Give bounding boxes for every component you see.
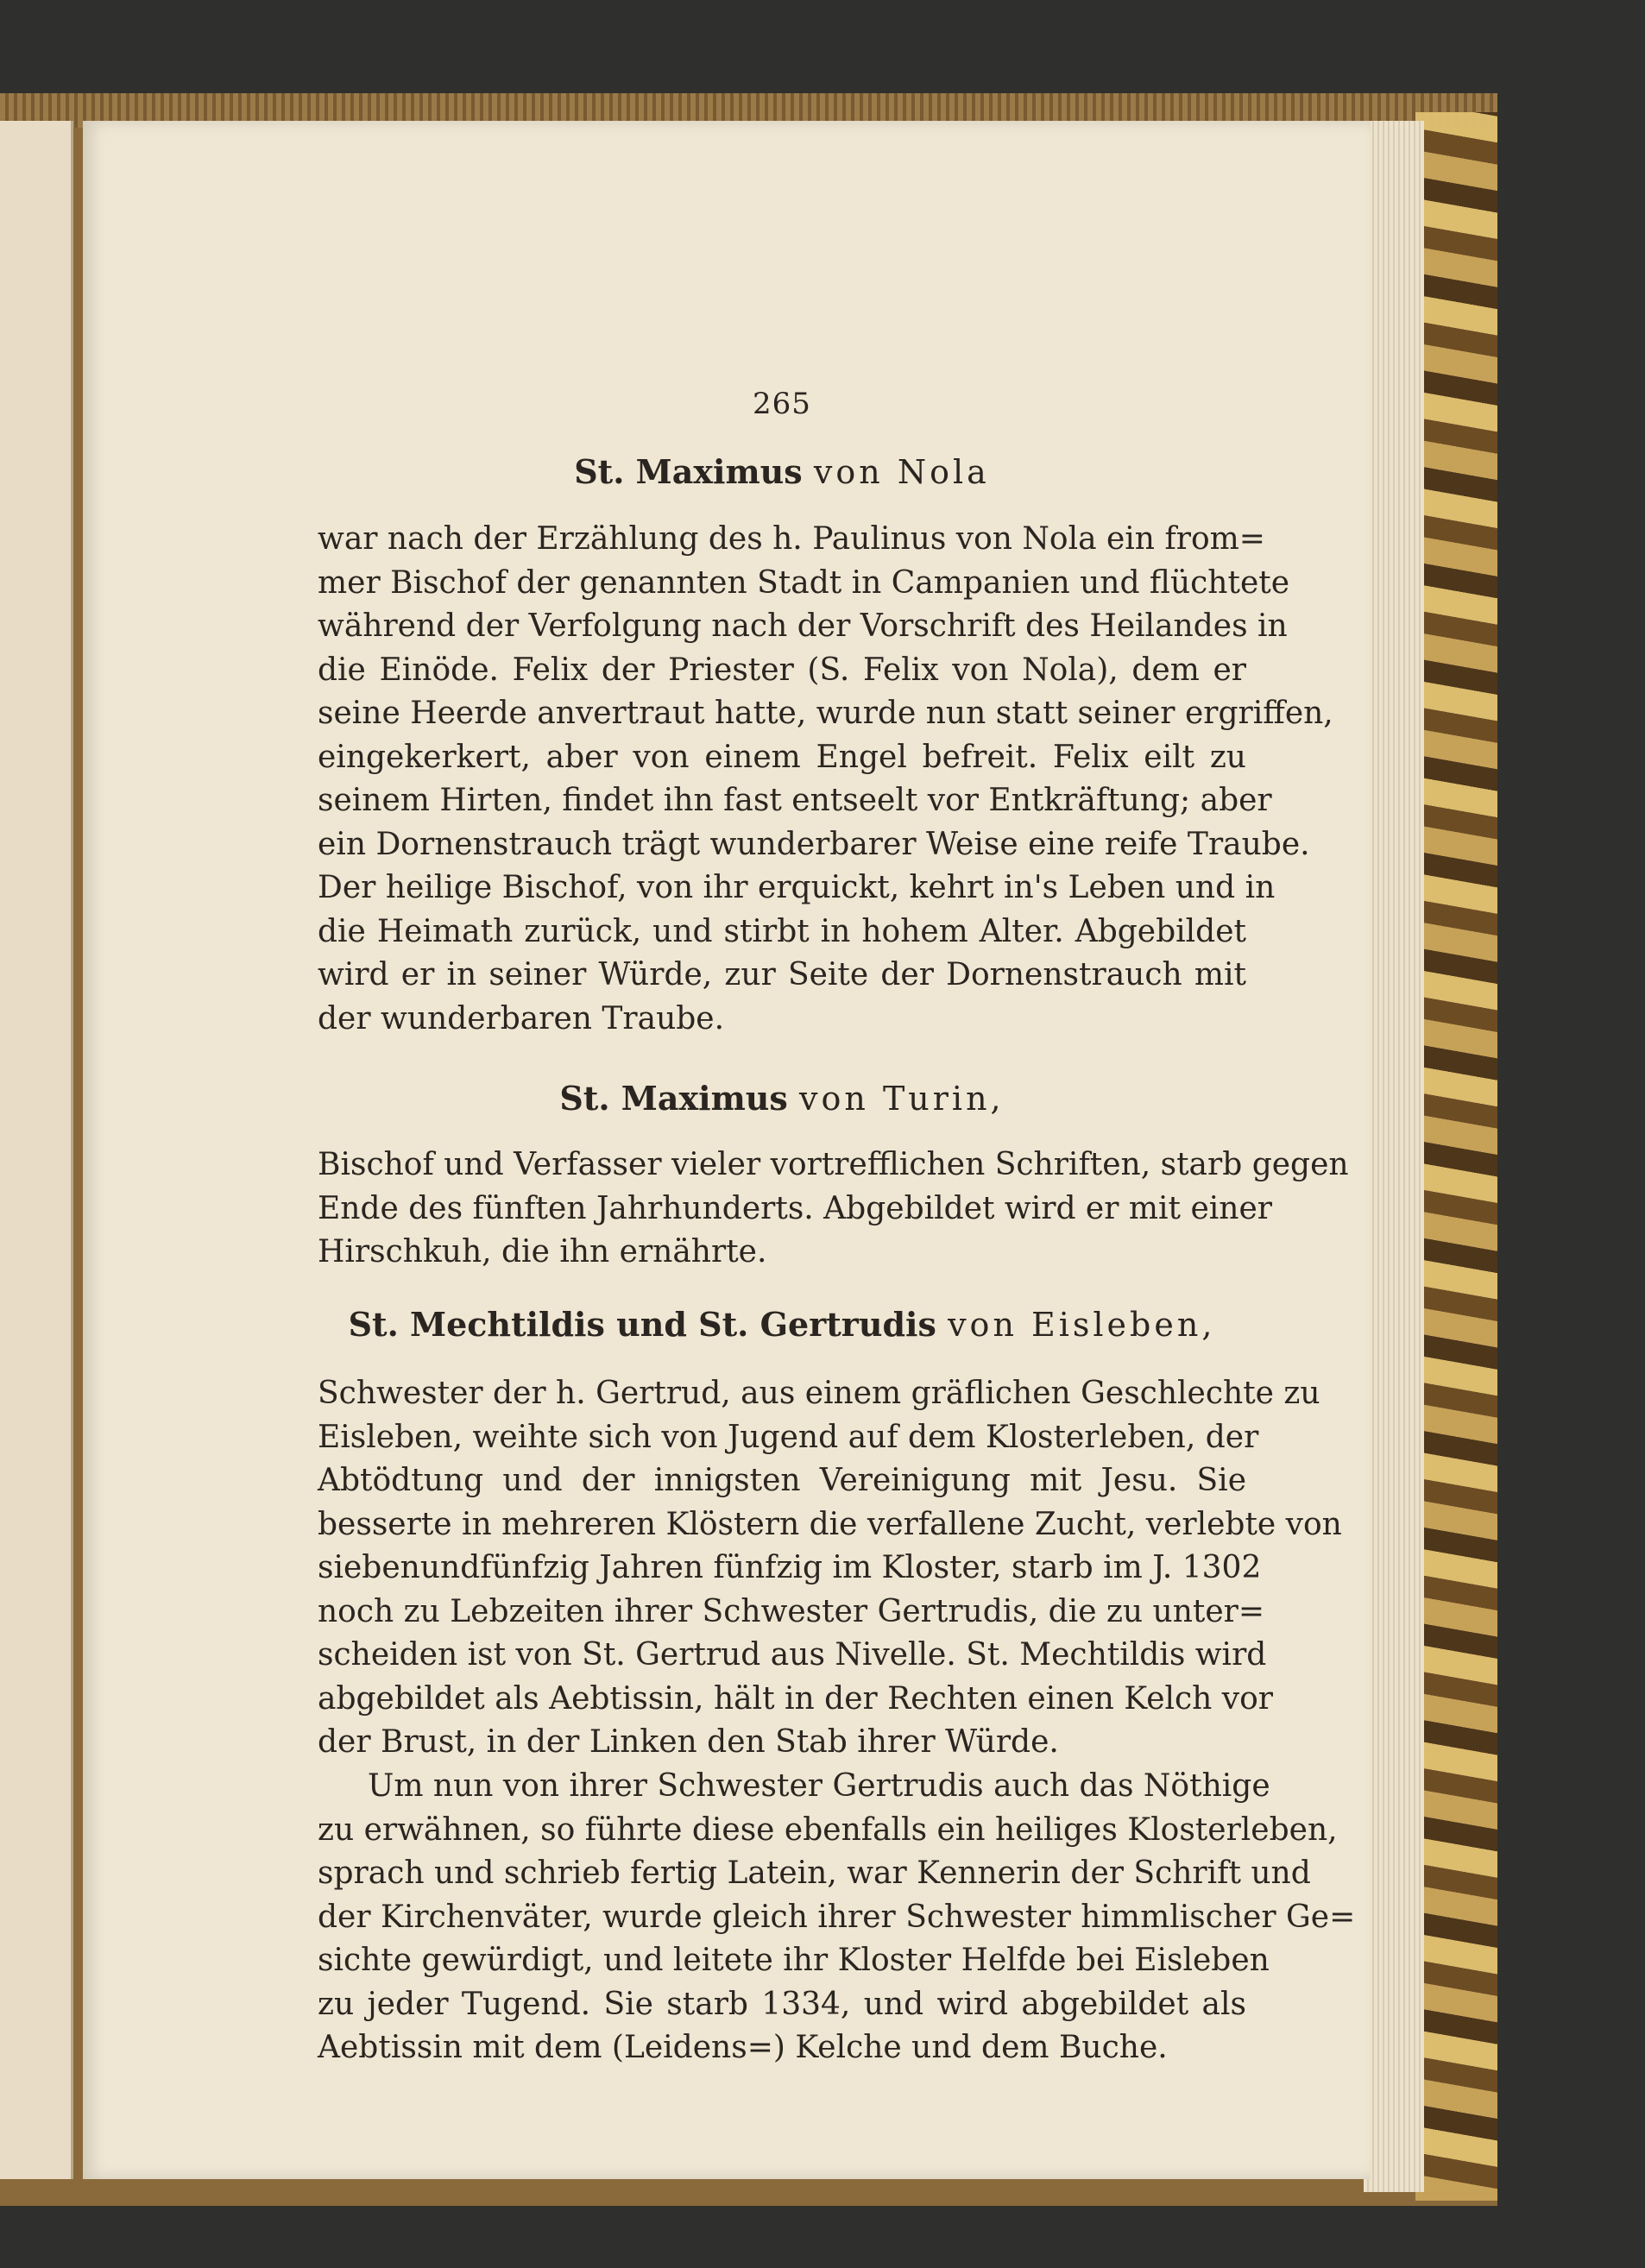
left-page-edge bbox=[0, 121, 73, 2179]
book-page bbox=[83, 121, 1371, 2179]
heading-saint-name: St. Maximus bbox=[574, 452, 803, 491]
text-line: zu erwähnen, so führte diese ebenfalls ein heiliges Klosterleben, bbox=[318, 1811, 1338, 1848]
paragraph bbox=[318, 1372, 1342, 1765]
text-line: die Einöde. Felix der Priester (S. Felix von Nola), dem er bbox=[318, 652, 1246, 688]
heading-place: von Turin, bbox=[799, 1080, 1005, 1118]
text-line: Eisleben, weihte sich von Jugend auf dem Klosterleben, der bbox=[318, 1419, 1259, 1455]
heading-place: von Nola bbox=[813, 453, 990, 491]
text-line: der wunderbaren Traube. bbox=[318, 1000, 725, 1036]
section-heading bbox=[318, 1305, 1246, 1344]
paragraph bbox=[318, 518, 1333, 1041]
text-line: noch zu Lebzeiten ihrer Schwester Gertrudis, die zu unter= bbox=[318, 1593, 1265, 1629]
text-line: Aebtissin mit dem (Leidens=) Kelche und dem Buche. bbox=[318, 2030, 1168, 2065]
page-number: 265 bbox=[753, 387, 811, 421]
text-line: mer Bischof der genannten Stadt in Campanien und flüchtete bbox=[318, 564, 1290, 601]
text-line: während der Verfolgung nach der Vorschrift des Heilandes in bbox=[318, 608, 1288, 644]
heading-saint-name: St. Maximus bbox=[559, 1079, 788, 1118]
paragraph bbox=[318, 1765, 1356, 2070]
text-line: sichte gewürdigt, und leitete ihr Kloster Helfde bei Eisleben bbox=[318, 1943, 1270, 1978]
heading-saint-name: St. Mechtildis und St. Gertrudis bbox=[348, 1305, 936, 1344]
text-line: wird er in seiner Würde, zur Seite der Dornenstrauch mit bbox=[318, 957, 1246, 992]
text-line: seinem Hirten, findet ihn fast entseelt vor Entkräftung; aber bbox=[318, 783, 1272, 818]
text-line: Abtödtung und der innigsten Vereinigung mit Jesu. Sie bbox=[318, 1463, 1246, 1498]
text-line: Um nun von ihrer Schwester Gertrudis auch das Nöthige bbox=[368, 1768, 1270, 1804]
text-line: Schwester der h. Gertrud, aus einem gräflichen Geschlechte zu bbox=[318, 1376, 1320, 1411]
text-line: seine Heerde anvertraut hatte, wurde nun statt seiner ergriffen, bbox=[318, 696, 1333, 731]
text-line: siebenundfünfzig Jahren fünfzig im Kloster, starb im J. 1302 bbox=[318, 1550, 1262, 1585]
text-line: scheiden ist von St. Gertrud aus Nivelle. St. Mechtildis wird bbox=[318, 1637, 1267, 1673]
heading-place: von Eisleben, bbox=[948, 1306, 1216, 1344]
text-line: zu jeder Tugend. Sie starb 1334, und wird abgebildet als bbox=[318, 1986, 1246, 2022]
paragraph bbox=[318, 1143, 1349, 1275]
text-line: eingekerkert, aber von einem Engel befreit. Felix eilt zu bbox=[318, 739, 1246, 775]
text-line: Bischof und Verfasser vieler vortrefflichen Schriften, starb gegen bbox=[318, 1147, 1349, 1182]
text-line: der Brust, in der Linken den Stab ihrer Würde. bbox=[318, 1724, 1059, 1760]
text-line: war nach der Erzählung des h. Paulinus von Nola ein from= bbox=[318, 521, 1265, 557]
section-heading bbox=[318, 1079, 1246, 1118]
text-line: der Kirchenväter, wurde gleich ihrer Schwester himmlischer Ge= bbox=[318, 1899, 1356, 1935]
text-line: sprach und schrieb fertig Latein, war Kennerin der Schrift und bbox=[318, 1855, 1311, 1891]
page-stack-edge bbox=[1364, 121, 1424, 2192]
text-line: die Heimath zurück, und stirbt in hohem Alter. Abgebildet bbox=[318, 913, 1246, 949]
marbled-cover-edge bbox=[1415, 112, 1497, 2201]
section-heading bbox=[318, 452, 1246, 491]
text-line: Hirschkuh, die ihn ernährte. bbox=[318, 1234, 767, 1269]
text-line: besserte in mehreren Klöstern die verfallene Zucht, verlebte von bbox=[318, 1506, 1342, 1542]
text-line: ein Dornenstrauch trägt wunderbarer Weise eine reife Traube. bbox=[318, 826, 1310, 862]
text-line: Ende des fünften Jahrhunderts. Abgebildet wird er mit einer bbox=[318, 1190, 1272, 1226]
text-line: abgebildet als Aebtissin, hält in der Rechten einen Kelch vor bbox=[318, 1680, 1274, 1717]
text-line: Der heilige Bischof, von ihr erquickt, kehrt in's Leben und in bbox=[318, 870, 1276, 905]
